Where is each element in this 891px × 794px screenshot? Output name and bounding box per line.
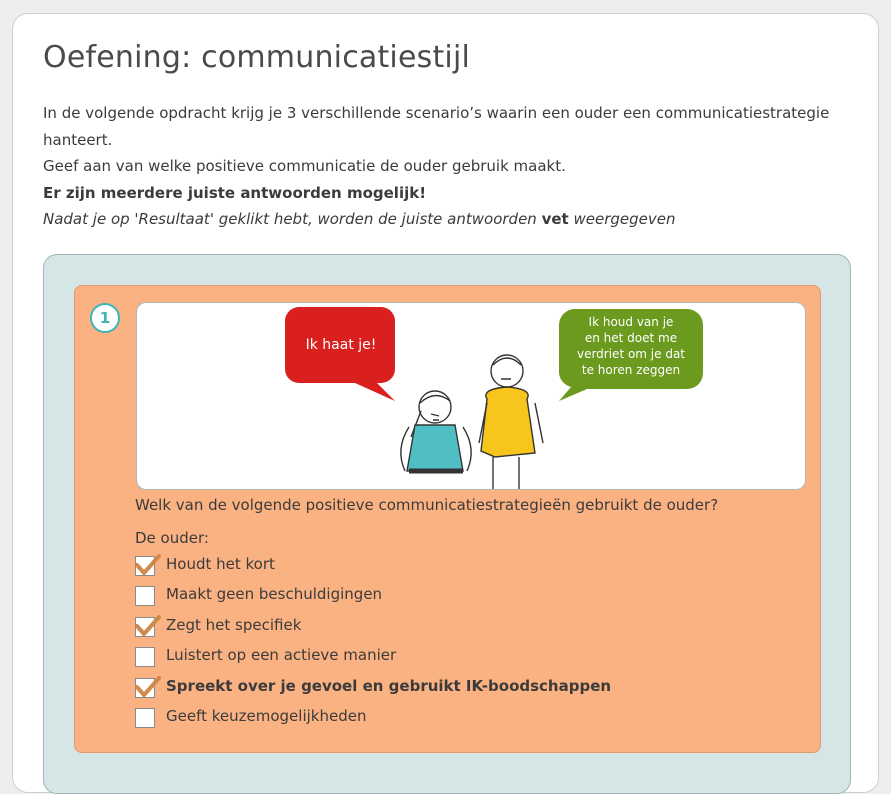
option-checkbox[interactable]	[135, 556, 155, 576]
question-lead: De ouder:	[135, 529, 209, 547]
option-label: Luistert op een actieve manier	[166, 646, 397, 665]
bubble-child-text: Ik haat je!	[305, 337, 377, 353]
illustration-drawing	[137, 303, 805, 489]
intro-line-1: In de volgende opdracht krijg je 3 verschillende scenario’s waarin een ouder een communicatiestrategie hanteert.	[43, 104, 830, 149]
intro-bold-note: Er zijn meerdere juiste antwoorden mogelijk!	[43, 183, 427, 202]
bubble-parent-line-4: te horen zeggen	[581, 363, 681, 377]
page-title: Oefening: communicatiestijl	[43, 40, 471, 75]
intro-line-2: Geef aan van welke positieve communicatie de ouder gebruik maakt.	[43, 157, 566, 175]
parent-child-illustration	[136, 302, 806, 490]
intro-italic-bold: vet	[541, 210, 569, 228]
intro-italic-note	[43, 206, 863, 233]
bubble-parent-line-3: verdriet om je dat	[576, 347, 686, 361]
option-checkbox[interactable]	[135, 647, 155, 667]
intro-text	[43, 100, 863, 233]
bubble-parent-line-1: Ik houd van je	[588, 315, 674, 329]
exercise-card	[12, 13, 879, 793]
option-label: Geeft keuzemogelijkheden	[166, 706, 367, 725]
bubble-parent-line-2: en het doet me	[584, 331, 678, 345]
exercise-panel	[43, 254, 851, 794]
option-label: Spreekt over je gevoel en gebruikt IK-boodschappen	[166, 676, 612, 695]
question-prompt: Welk van de volgende positieve communicatiestrategieën gebruikt de ouder?	[135, 496, 719, 514]
option-label: Maakt geen beschuldigingen	[166, 585, 383, 604]
option-checkbox[interactable]	[135, 617, 155, 637]
intro-italic-post: weergegeven	[568, 210, 676, 228]
option-checkbox[interactable]	[135, 678, 155, 698]
question-card	[74, 285, 821, 753]
option-checkbox[interactable]	[135, 586, 155, 606]
check-icon	[135, 553, 161, 579]
check-icon	[135, 614, 161, 640]
speech-bubble-red	[285, 307, 395, 401]
check-icon	[135, 675, 161, 701]
option-label: Houdt het kort	[166, 555, 275, 573]
option-checkbox[interactable]	[135, 708, 155, 728]
child-figure	[401, 391, 471, 471]
question-number-badge: 1	[90, 303, 120, 333]
option-label: Zegt het specifiek	[166, 615, 302, 634]
intro-italic-pre: Nadat je op 'Resultaat' geklikt hebt, worden de juiste antwoorden	[43, 210, 542, 228]
parent-figure	[479, 355, 543, 489]
